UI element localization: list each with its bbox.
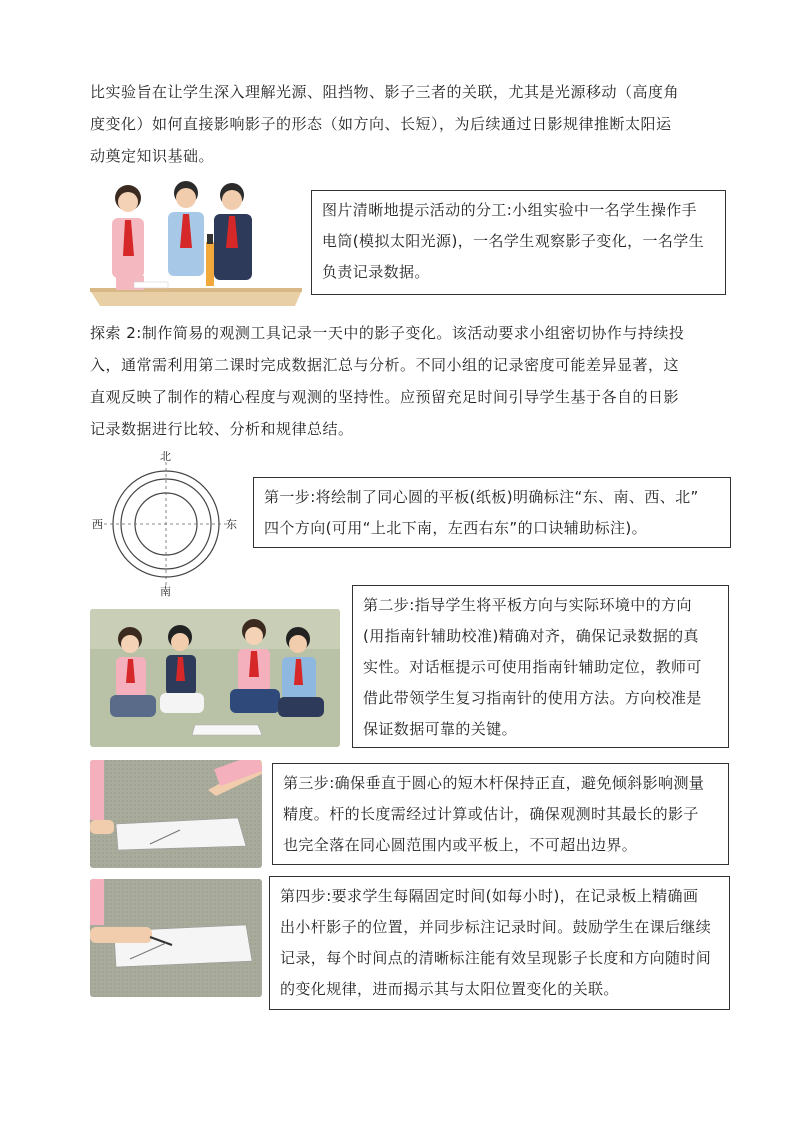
step-4-box	[269, 876, 730, 1010]
note-line: 负责记录数据。	[322, 263, 430, 281]
explore-line: 探索 2:制作简易的观测工具记录一天中的影子变化。该活动要求小组密切协作与持续投	[90, 324, 685, 342]
step-line: 精度。杆的长度需经过计算或估计，确保观测时其最长的影子	[283, 805, 699, 823]
step-line: (用指南针辅助校准)精确对齐，确保记录数据的真	[363, 627, 699, 645]
step-line: 也完全落在同心圆范围内或平板上，不可超出边界。	[283, 836, 638, 854]
intro-line: 比实验旨在让学生深入理解光源、阻挡物、影子三者的关联，尤其是光源移动（高度角	[90, 83, 680, 101]
west-label: 西	[92, 518, 103, 531]
explore-line: 直观反映了制作的精心程度与观测的坚持性。应预留充足时间引导学生基于各自的日影	[90, 388, 680, 406]
explore-line: 入，通常需利用第二课时完成数据汇总与分析。不同小组的记录密度可能差异显著，这	[90, 356, 680, 374]
students-playground-photo	[90, 609, 340, 747]
step-2-box	[352, 585, 729, 748]
drawing-shadow-photo	[90, 879, 262, 997]
step-line: 保证数据可靠的关键。	[363, 720, 518, 738]
note-line: 电筒(模拟太阳光源)，一名学生观察影子变化，一名学生	[322, 232, 705, 250]
explore-2-paragraph	[90, 317, 730, 445]
step-1-box	[253, 477, 731, 548]
explore-line: 记录数据进行比较、分析和规律总结。	[90, 420, 354, 438]
step-line: 记录，每个时间点的清晰标注能有效呈现影子长度和方向随时间	[280, 949, 712, 967]
step-line: 借此带领学生复习指南针的使用方法。方向校准是	[363, 689, 702, 707]
step-line: 的变化规律，进而揭示其与太阳位置变化的关联。	[280, 980, 619, 998]
intro-line: 动奠定知识基础。	[90, 147, 215, 165]
step-line: 第二步:指导学生将平板方向与实际环境中的方向	[363, 596, 692, 614]
note-line: 图片清晰地提示活动的分工:小组实验中一名学生操作手	[322, 201, 698, 219]
step-line: 实性。对话框提示可使用指南针辅助定位，教师可	[363, 658, 702, 676]
concentric-circle-diagram	[90, 446, 242, 598]
step-line: 四个方向(可用“上北下南，左西右东”的口诀辅助标注)。	[264, 519, 648, 537]
intro-line: 度变化）如何直接影响影子的形态（如方向、长短），为后续通过日影规律推断太阳运	[90, 115, 672, 133]
east-label: 东	[226, 518, 237, 531]
step-3-box	[272, 763, 729, 865]
role-division-note	[311, 190, 726, 295]
step-line: 第三步:确保垂直于圆心的短木杆保持正直，避免倾斜影响测量	[283, 774, 705, 792]
south-label: 南	[160, 585, 171, 598]
intro-paragraph	[90, 76, 730, 172]
step-line: 第四步:要求学生每隔固定时间(如每小时)，在记录板上精确画	[280, 887, 699, 905]
students-experiment-photo	[90, 178, 302, 306]
step-line: 第一步:将绘制了同心圆的平板(纸板)明确标注“东、南、西、北”	[264, 488, 699, 506]
step-line: 出小杆影子的位置，并同步标注记录时间。鼓励学生在课后继续	[280, 918, 712, 936]
pointing-at-board-photo	[90, 760, 262, 868]
north-label: 北	[160, 450, 171, 463]
